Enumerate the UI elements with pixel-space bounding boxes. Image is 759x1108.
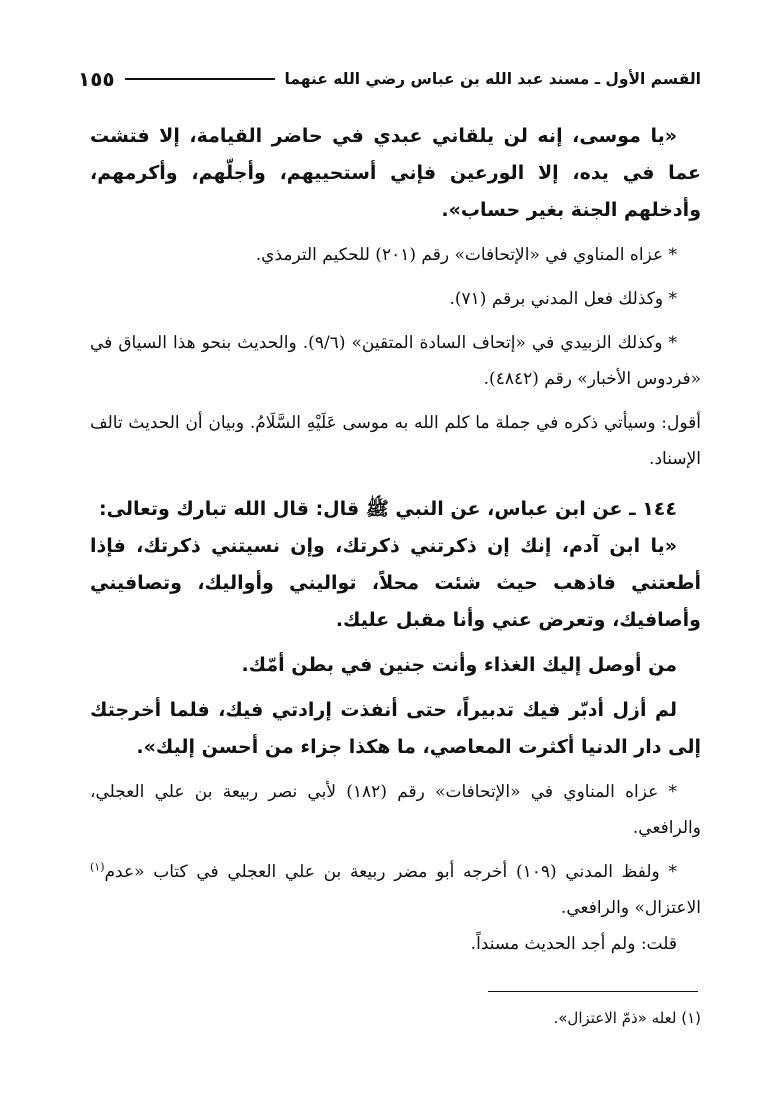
note-zabidi: * وكذلك الزبيدي في «إتحاف السادة المتقين» (٩/٦). والحديث بنحو هذا السياق في «فردوس الأخبار» رقم (٤٨٤٢). [90, 333, 701, 389]
page-body [90, 118, 701, 962]
note-madani-109 [90, 854, 701, 926]
author-comment: أقول: وسيأتي ذكره في جملة ما كلم الله به موسى عَلَيْهِ السَّلَامُ. وبيان أن الحديث تالف الإسناد. [90, 413, 701, 469]
header-rule [125, 78, 275, 80]
footnote-marker[interactable]: (١) [90, 860, 105, 874]
running-header [78, 62, 701, 96]
hadith-text-moses: «يا موسى، إنه لن يلقاني عبدي في حاضر القيامة، إلا فتشت عما في يده، إلا الورعين فإني أستحييهم، وأجلّهم، وأكرمهم، وأدخلهم الجنة بغير حساب». [90, 125, 701, 221]
hadith-text-disposition: لم أزل أدبّر فيك تدبيراً، حتى أنفذت إرادتي فيك، فلما أخرجتك إلى دار الدنيا أكثرت المعاصي، ما هكذا جزاء من أحسن إليك». [90, 699, 701, 758]
author-conclusion: قلت: ولم أجد الحديث مسنداً. [470, 934, 677, 954]
note-madani-109-tail: الاعتزال» والرافعي. [560, 898, 701, 918]
note-munawi-182: * عزاه المناوي في «الإتحافات» رقم (١٨٢) لأبي نصر ربيعة بن علي العجلي، والرافعي. [90, 782, 701, 838]
page-number: ١٥٥ [78, 67, 115, 91]
footnote-separator [488, 991, 698, 992]
footnote: (١) لعله «ذمّ الاعتزال». [553, 1009, 701, 1027]
hadith-text-son-of-adam: «يا ابن آدم، إنك إن ذكرتني ذكرتك، وإن نسيتني ذكرتك، فإذا أطعتني فاذهب حيث شئت محلاً، تواليني وأواليك، وتصافيني وأصافيك، وتعرض عني وأنا مقبل عليك. [90, 535, 701, 631]
note-madani-109-text: * ولفظ المدني (١٠٩) أخرجه أبو مضر ربيعة بن علي العجلي في كتاب «عدم [104, 862, 677, 882]
note-munawi-201: * عزاه المناوي في «الإتحافات» رقم (٢٠١) للحكيم الترمذي. [255, 245, 677, 265]
header-title: القسم الأول ـ مسند عبد الله بن عباس رضي الله عنهما [284, 70, 701, 88]
note-madani-71: * وكذلك فعل المدني برقم (٧١). [449, 289, 677, 309]
hadith-text-nourishment: من أوصل إليك الغذاء وأنت جنين في بطن أمّك. [241, 654, 677, 676]
hadith-144-heading: ١٤٤ ـ عن ابن عباس، عن النبي ﷺ قال: قال الله تبارك وتعالى: [99, 498, 677, 520]
